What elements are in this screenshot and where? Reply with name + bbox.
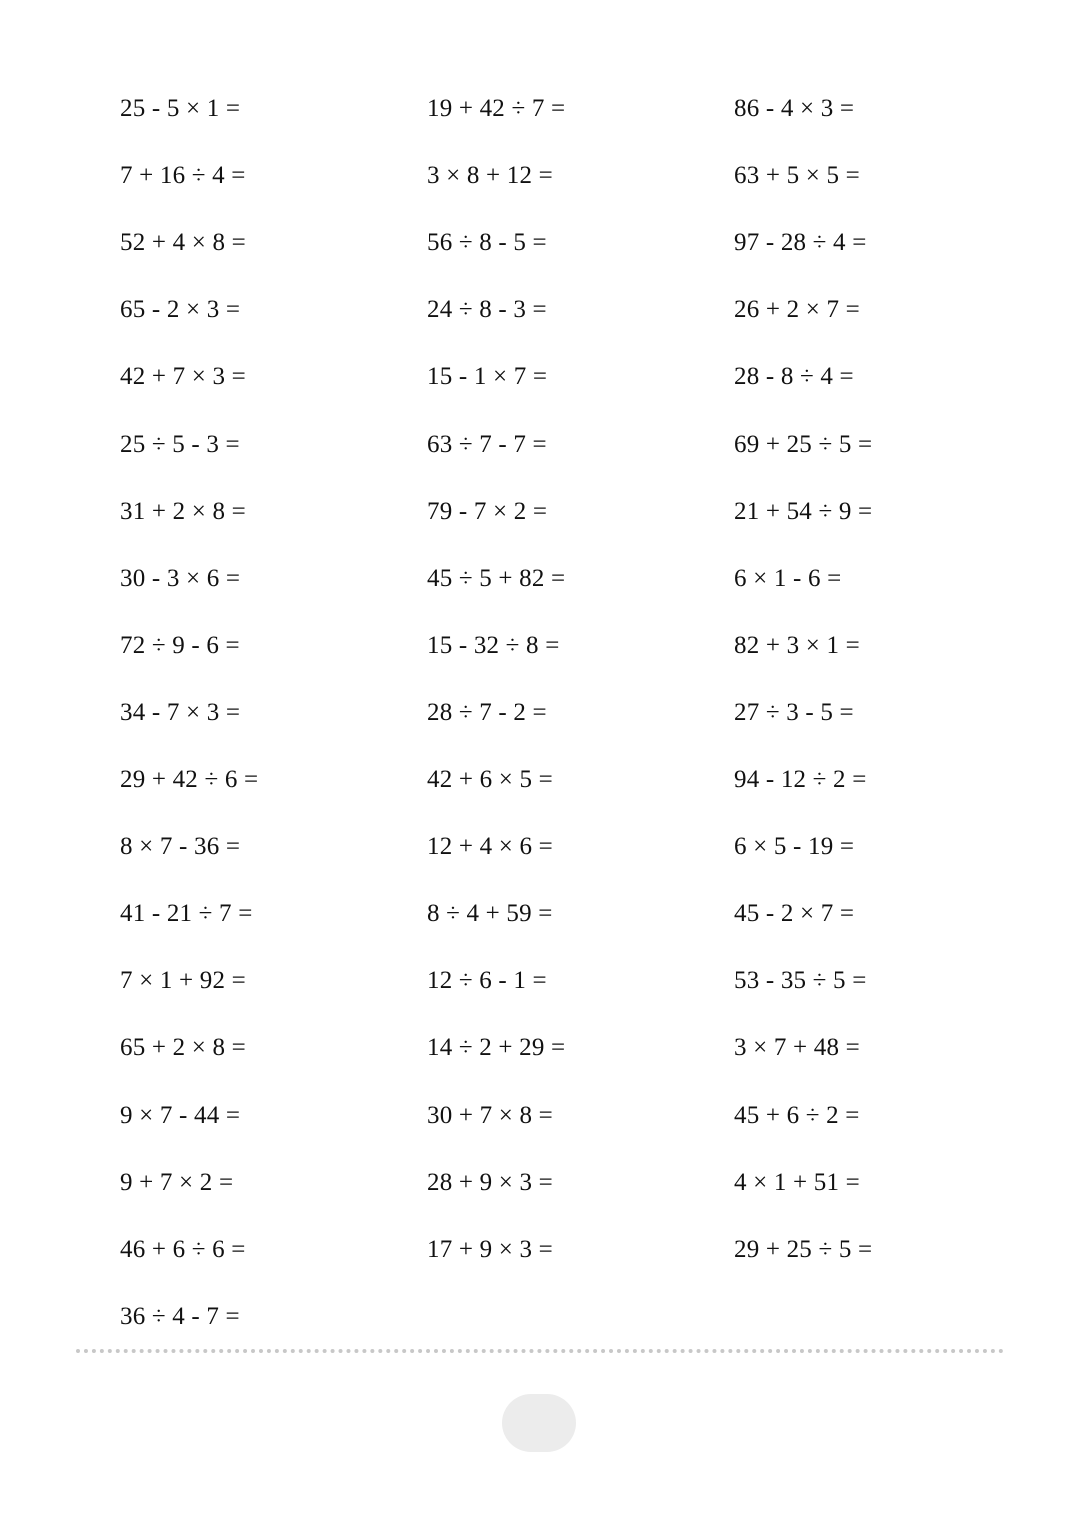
math-problem: 6 × 5 - 19 = xyxy=(734,833,855,861)
math-problem: 56 ÷ 8 - 5 = xyxy=(427,229,547,257)
math-problem: 45 + 6 ÷ 2 = xyxy=(734,1101,860,1129)
math-problem: 4 × 1 + 51 = xyxy=(734,1168,860,1196)
math-problem: 86 - 4 × 3 = xyxy=(734,95,855,122)
math-problem: 29 + 25 ÷ 5 = xyxy=(734,1235,873,1263)
math-problem: 27 ÷ 3 - 5 = xyxy=(734,698,854,726)
math-problem: 12 ÷ 6 - 1 = xyxy=(427,967,547,995)
math-problem: 28 ÷ 7 - 2 = xyxy=(427,698,547,726)
math-problem: 31 + 2 × 8 = xyxy=(120,497,246,525)
math-problem: 45 ÷ 5 + 82 = xyxy=(427,564,566,592)
math-problem: 42 + 7 × 3 = xyxy=(120,363,246,391)
math-problem: 94 - 12 ÷ 2 = xyxy=(734,766,867,793)
math-problem: 8 ÷ 4 + 59 = xyxy=(427,900,553,928)
math-problem: 26 + 2 × 7 = xyxy=(734,296,860,324)
math-problem: 12 + 4 × 6 = xyxy=(427,833,553,861)
math-problem: 30 + 7 × 8 = xyxy=(427,1101,553,1129)
math-problem: 15 - 32 ÷ 8 = xyxy=(427,631,560,659)
math-problem: 19 + 42 ÷ 7 = xyxy=(427,95,566,122)
math-problem: 6 × 1 - 6 = xyxy=(734,564,842,592)
math-problem: 45 - 2 × 7 = xyxy=(734,900,855,928)
math-problem: 25 ÷ 5 - 3 = xyxy=(120,430,240,458)
math-problem: 28 + 9 × 3 = xyxy=(427,1168,553,1196)
math-problem: 52 + 4 × 8 = xyxy=(120,229,246,257)
math-problem: 63 ÷ 7 - 7 = xyxy=(427,430,547,458)
math-problem: 7 × 1 + 92 = xyxy=(120,967,246,995)
math-problem: 14 ÷ 2 + 29 = xyxy=(427,1034,566,1062)
math-problem: 21 + 54 ÷ 9 = xyxy=(734,497,873,525)
math-problem: 97 - 28 ÷ 4 = xyxy=(734,229,867,257)
math-problem: 34 - 7 × 3 = xyxy=(120,698,241,726)
math-problem: 8 × 7 - 36 = xyxy=(120,833,241,861)
math-problem: 72 ÷ 9 - 6 = xyxy=(120,631,240,659)
math-problem: 46 + 6 ÷ 6 = xyxy=(120,1235,246,1263)
math-problem: 82 + 3 × 1 = xyxy=(734,631,860,659)
math-problem: 3 × 7 + 48 = xyxy=(734,1034,860,1062)
math-problem: 69 + 25 ÷ 5 = xyxy=(734,430,873,458)
math-problem: 7 + 16 ÷ 4 = xyxy=(120,162,246,190)
math-problem: 17 + 9 × 3 = xyxy=(427,1235,553,1263)
math-problem: 15 - 1 × 7 = xyxy=(427,363,548,391)
page-number-badge xyxy=(502,1394,576,1452)
math-problem: 53 - 35 ÷ 5 = xyxy=(734,967,867,995)
math-problem: 65 - 2 × 3 = xyxy=(120,296,241,324)
math-problem: 29 + 42 ÷ 6 = xyxy=(120,766,259,793)
math-problem: 25 - 5 × 1 = xyxy=(120,95,241,122)
math-problem: 9 + 7 × 2 = xyxy=(120,1168,234,1196)
math-problem: 3 × 8 + 12 = xyxy=(427,162,553,190)
dotted-divider xyxy=(76,1349,1004,1353)
math-problem: 41 - 21 ÷ 7 = xyxy=(120,900,253,928)
math-problem: 30 - 3 × 6 = xyxy=(120,564,241,592)
math-problem: 42 + 6 × 5 = xyxy=(427,766,553,793)
math-problem: 24 ÷ 8 - 3 = xyxy=(427,296,547,324)
math-problem: 36 ÷ 4 - 7 = xyxy=(120,1302,240,1330)
math-problem: 9 × 7 - 44 = xyxy=(120,1101,241,1129)
math-problem: 79 - 7 × 2 = xyxy=(427,497,548,525)
math-problem: 63 + 5 × 5 = xyxy=(734,162,860,190)
math-problem: 65 + 2 × 8 = xyxy=(120,1034,246,1062)
math-problem: 28 - 8 ÷ 4 = xyxy=(734,363,854,391)
